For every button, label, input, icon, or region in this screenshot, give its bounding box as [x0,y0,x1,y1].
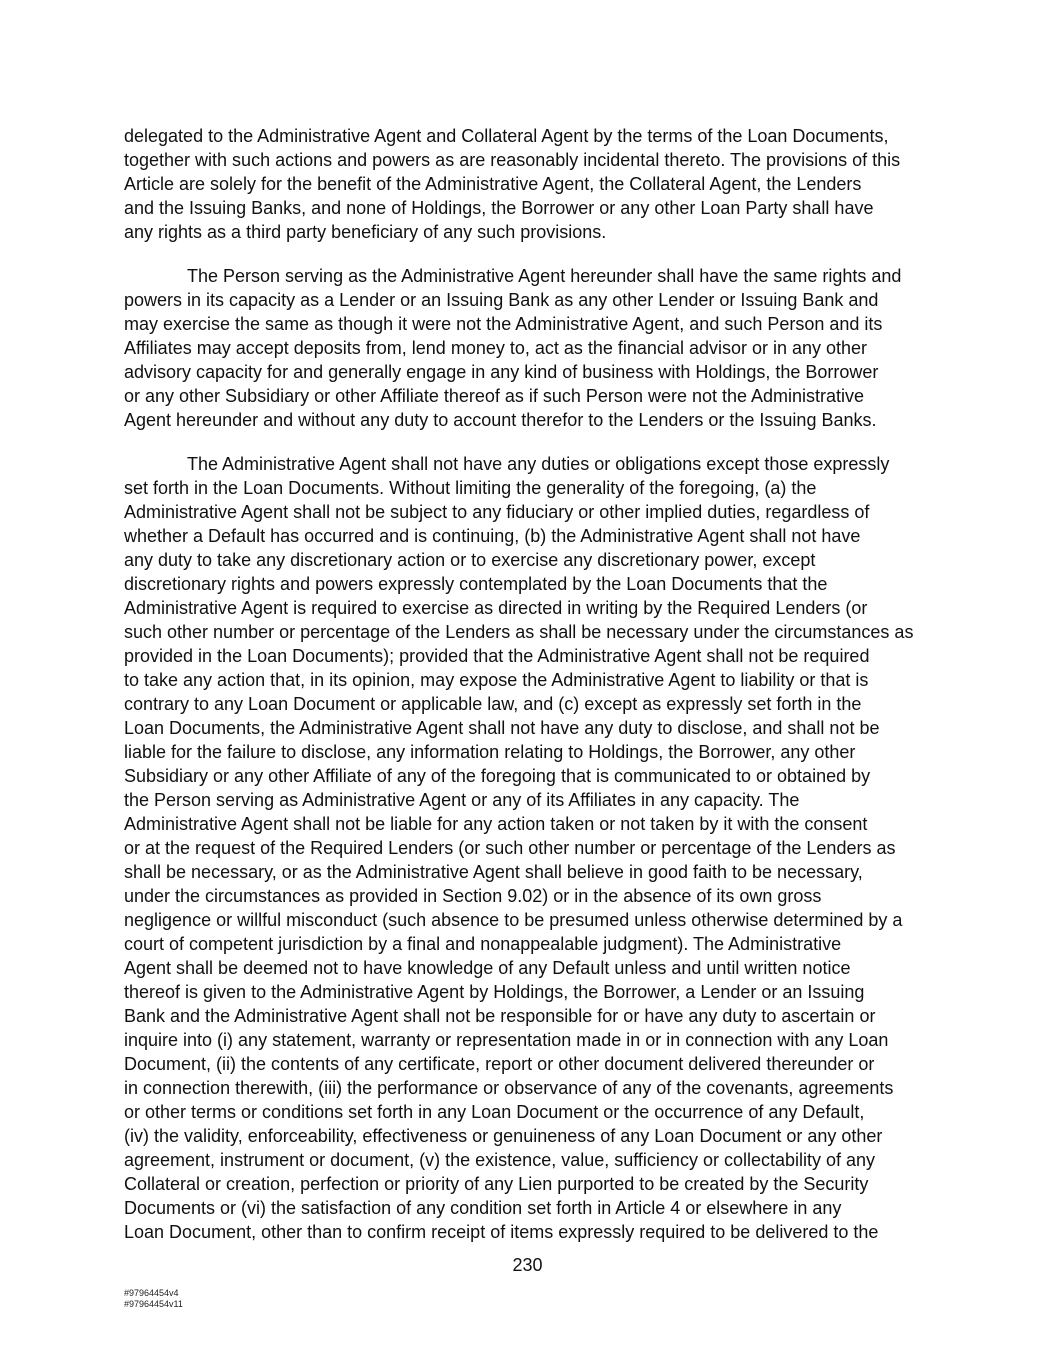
text-line: negligence or willful misconduct (such absence to be presumed unless otherwise determined by a [124,910,903,930]
page-number: 230 [512,1255,543,1275]
text-line: such other number or percentage of the Lenders as shall be necessary under the circumstances as [124,622,914,642]
text-line: delegated to the Administrative Agent and Collateral Agent by the terms of the Loan Documents, [124,126,889,146]
text-line: or any other Subsidiary or other Affiliate thereof as if such Person were not the Administrative [124,386,865,406]
text-line: in connection therewith, (iii) the performance or observance of any of the covenants, agreements [124,1078,894,1098]
text-line: The Administrative Agent shall not have any duties or obligations except those expressly [187,454,890,474]
text-line: Loan Documents, the Administrative Agent shall not have any duty to disclose, and shall not be [124,718,880,738]
text-line: discretionary rights and powers expressly contemplated by the Loan Documents that the [124,574,828,594]
text-line: or other terms or conditions set forth in any Loan Document or the occurrence of any Default, [124,1102,865,1122]
text-line: whether a Default has occurred and is continuing, (b) the Administrative Agent shall not have [124,526,861,546]
text-line: provided in the Loan Documents); provided that the Administrative Agent shall not be required [124,646,870,666]
text-line: thereof is given to the Administrative Agent by Holdings, the Borrower, a Lender or an Issuing [124,982,865,1002]
text-line: the Person serving as Administrative Agent or any of its Affiliates in any capacity. The [124,790,800,810]
text-line: Collateral or creation, perfection or priority of any Lien purported to be created by the Security [124,1174,869,1194]
text-line: court of competent jurisdiction by a final and nonappealable judgment). The Administrative [124,934,842,954]
text-line: Agent hereunder and without any duty to account therefor to the Lenders or the Issuing Banks. [124,410,877,430]
text-line: under the circumstances as provided in Section 9.02) or in the absence of its own gross [124,886,822,906]
document-id: #97964454v4 [124,1288,179,1298]
text-line: and the Issuing Banks, and none of Holdings, the Borrower or any other Loan Party shall have [124,198,874,218]
text-line: inquire into (i) any statement, warranty or representation made in or in connection with any Loan [124,1030,889,1050]
text-line: Administrative Agent shall not be subject to any fiduciary or other implied duties, regardless of [124,502,870,522]
text-line: Administrative Agent shall not be liable for any action taken or not taken by it with the consent [124,814,868,834]
text-line: Documents or (vi) the satisfaction of any condition set forth in Article 4 or elsewhere in any [124,1198,842,1218]
text-line: Subsidiary or any other Affiliate of any of the foregoing that is communicated to or obtained by [124,766,871,786]
text-line: Administrative Agent is required to exercise as directed in writing by the Required Lenders (or [124,598,868,618]
text-line: Agent shall be deemed not to have knowledge of any Default unless and until written notice [124,958,851,978]
text-line: Document, (ii) the contents of any certificate, report or other document delivered thereunder or [124,1054,875,1074]
text-line: any duty to take any discretionary action or to exercise any discretionary power, except [124,550,816,570]
text-line: Affiliates may accept deposits from, lend money to, act as the financial advisor or in any other [124,338,868,358]
text-line: liable for the failure to disclose, any information relating to Holdings, the Borrower, any other [124,742,856,762]
text-line: shall be necessary, or as the Administrative Agent shall believe in good faith to be necessary, [124,862,863,882]
text-line: may exercise the same as though it were not the Administrative Agent, and such Person and its [124,314,883,334]
text-line: agreement, instrument or document, (v) the existence, value, sufficiency or collectability of any [124,1150,876,1170]
text-line: to take any action that, in its opinion, may expose the Administrative Agent to liability or that is [124,670,869,690]
text-line: any rights as a third party beneficiary of any such provisions. [124,222,607,242]
text-line: (iv) the validity, enforceability, effectiveness or genuineness of any Loan Document or any other [124,1126,883,1146]
text-line: advisory capacity for and generally engage in any kind of business with Holdings, the Borrower [124,362,879,382]
text-line: powers in its capacity as a Lender or an Issuing Bank as any other Lender or Issuing Bank and [124,290,879,310]
text-line: Bank and the Administrative Agent shall not be responsible for or have any duty to ascertain or [124,1006,876,1026]
text-line: contrary to any Loan Document or applicable law, and (c) except as expressly set forth in the [124,694,862,714]
text-line: or at the request of the Required Lenders (or such other number or percentage of the Lenders as [124,838,896,858]
text-line: The Person serving as the Administrative Agent hereunder shall have the same rights and [187,266,902,286]
text-line: set forth in the Loan Documents. Without limiting the generality of the foregoing, (a) the [124,478,817,498]
document-id: #97964454v11 [124,1299,183,1309]
text-line: Article are solely for the benefit of the Administrative Agent, the Collateral Agent, the Lenders [124,174,862,194]
text-line: together with such actions and powers as are reasonably incidental thereto. The provisions of this [124,150,901,170]
text-line: Loan Document, other than to confirm receipt of items expressly required to be delivered to the [124,1222,879,1242]
